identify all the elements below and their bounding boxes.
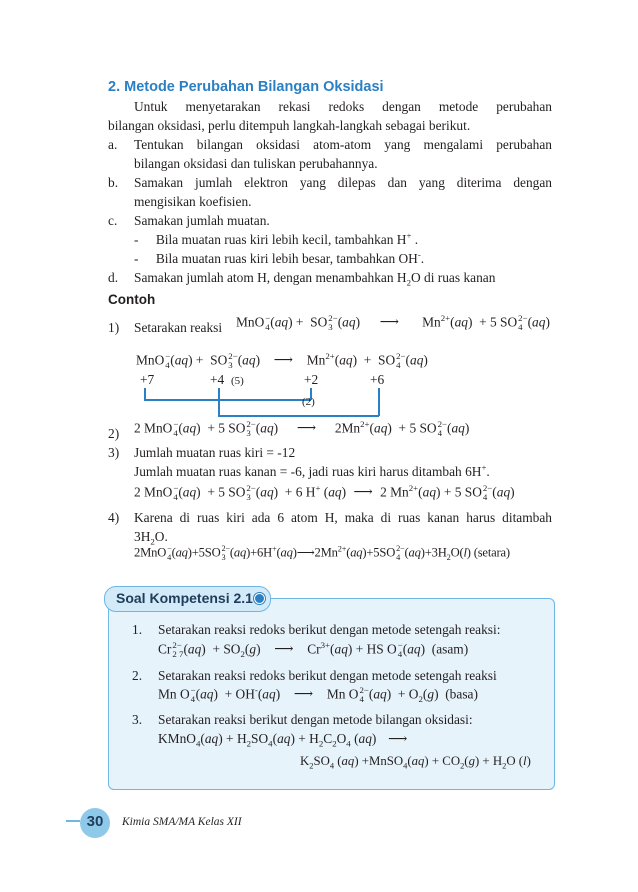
ex4-equation: 2MnO − 4 (aq)+5SO 2− 3 $(aq)+6H^+(aq)⟶2Mn^{2+}(aq)+5SO$ 2− 4 $(aq)+3H_2O(l)$ (setara): [134, 544, 510, 563]
section-title: Metode Perubahan Bilangan Oksidasi: [124, 79, 384, 95]
bullet-1-sup: +: [406, 230, 412, 241]
ex3-line1: Jumlah muatan ruas kiri = -12: [134, 445, 296, 460]
ex3-line2-sup: +: [481, 462, 487, 473]
step-b-line1: Samakan jumlah elektron yang dilepas dan yang diterima dengan: [134, 175, 552, 190]
step-c-letter: c.: [108, 213, 118, 228]
step-a-letter: a.: [108, 137, 118, 152]
step-c-line1: Samakan jumlah muatan.: [134, 213, 270, 228]
ex4-line2-sub: 2: [150, 536, 155, 547]
section-number: 2.: [108, 79, 121, 95]
bullet-1-dash: -: [134, 232, 139, 247]
bullet-2-text: Bila muatan ruas kiri lebih besar, tambahkan OH: [155, 251, 418, 266]
ex4-line1: Karena di ruas kiri ada 6 atom H, maka di ruas kanan harus ditambah: [134, 510, 552, 525]
ox-state-mn-right: +2: [304, 372, 319, 387]
ex4-line2a: 3H: [134, 529, 151, 544]
bullet-1: [134, 232, 418, 248]
ex2-number: 2): [108, 426, 120, 441]
ox-state-s-left: +4: [210, 372, 225, 387]
reaction-arrow-icon: ⟶: [273, 352, 293, 368]
ex3-line2-text: Jumlah muatan ruas kanan = -6, jadi ruas kiri harus ditambah 6H: [134, 464, 482, 479]
ox-state-s-right: +6: [370, 372, 385, 387]
step-d-sub: 2: [406, 277, 411, 288]
reaction-arrow-icon: ⟶: [353, 484, 373, 500]
q3-text: Setarakan reaksi berikut dengan metode bilangan oksidasi:: [158, 712, 473, 727]
reaction-arrow-icon: ⟶: [379, 314, 399, 330]
q2-equation: Mn O − 4 (aq) + OH-(aq) ⟶ Mn O 2− 4 $(aq) + O_2(g)$ (basa): [158, 684, 478, 705]
ox-equation: MnO − 4 (aq) + SO 2− 3 (aq) ⟶ $Mn^{2+}(aq)$ + SO 2− 4 (aq): [136, 350, 428, 371]
step-a-line2: bilangan oksidasi dan tuliskan perubahannya.: [134, 156, 378, 171]
ex2-equation: 2 MnO − 4 (aq) + 5 SO 2− 3 (aq) ⟶ $2Mn^{2+}(aq) + 5$ SO 2− 4 (aq): [134, 418, 470, 439]
q1-text: Setarakan reaksi redoks berikut dengan metode setengah reaksi:: [158, 622, 501, 637]
bullet-2-sup: -: [417, 249, 421, 260]
step-d-line1: [134, 270, 552, 286]
reaction-arrow-icon: ⟶: [296, 420, 317, 436]
step-a-line1: Tentukan bilangan oksidasi atom-atom yang mengalami perubahan: [134, 137, 552, 152]
bullet-2-tail: .: [420, 251, 425, 266]
q1-note: (asam): [431, 641, 469, 657]
ex3-number: 3): [108, 445, 120, 460]
footer-book-title: Kimia SMA/MA Kelas XII: [122, 816, 242, 828]
bullet-1-tail: .: [411, 232, 419, 247]
q3-number: 3.: [132, 712, 143, 727]
bracket-line: [378, 388, 380, 416]
intro-line-1: Untuk menyetarakan rekasi redoks dengan metode perubahan: [134, 99, 552, 114]
step-b-letter: b.: [108, 175, 119, 190]
q1-equation: Cr 2− 2 7 $(aq) + SO_2(g)$ ⟶ $Cr^{3+}(aq)$ + HS O − 4 (aq) (asam): [158, 639, 469, 660]
step-d-letter: d.: [108, 270, 119, 285]
ex3-equation: 2 MnO − 4 (aq) + 5 SO 2− 3 (aq) + 6 H+ (aq) ⟶ 2 $Mn^{2+}(aq) + 5$ SO 2− 4 (aq): [134, 482, 515, 503]
page-number: 30: [86, 813, 104, 830]
bullet-2: [134, 251, 424, 267]
bullet-1-text: Bila muatan ruas kiri lebih kecil, tambahkan H: [155, 232, 407, 247]
q2-number: 2.: [132, 668, 143, 683]
intro-line-2: bilangan oksidasi, perlu ditempuh langkah-langkah sebagai berikut.: [108, 118, 471, 133]
q2-text: Setarakan reaksi redoks berikut dengan metode setengah reaksi: [158, 668, 497, 683]
ox-state-mn-left: +7: [140, 372, 155, 387]
bullet-dot-icon: [254, 593, 265, 604]
ex4-line2b: O.: [154, 529, 168, 544]
reaction-arrow-icon: ⟶: [293, 686, 314, 702]
step-b-line2: mengisikan koefisien.: [134, 194, 252, 209]
bracket-line: [218, 388, 220, 416]
ex1-number: 1): [108, 320, 120, 335]
ex1-equation: MnO − 4 (aq) + SO 2− 3 (aq) ⟶ $Mn^{2+}(aq) + 5$ SO 2− 4 (aq): [236, 312, 550, 333]
ex3-line2: [134, 464, 490, 480]
ex4-number: 4): [108, 510, 120, 525]
contoh-label: Contoh: [108, 292, 156, 307]
setara-label: (setara): [473, 545, 510, 560]
ex4-line2: [134, 529, 168, 545]
q2-note: (basa): [445, 686, 478, 702]
step-d-tail: O di ruas kanan: [411, 270, 496, 285]
electron-label-2: (2): [302, 396, 315, 408]
bullet-2-dash: -: [134, 251, 139, 266]
reaction-arrow-icon: ⟶: [388, 731, 408, 746]
footer-bar: [66, 820, 80, 822]
soal-kompetensi-title: Soal Kompetensi 2.1: [116, 590, 253, 606]
q3-equation-right: $K_2SO_4$ (aq) +MnSO$_4$(aq) + $CO_2(g) + H_2O$ (l): [300, 754, 531, 771]
q3-equation-left: KMnO$_4$(aq) + $H_2SO_4(aq) + H_2C_2O_4$ (aq) ⟶: [158, 731, 416, 747]
electron-label-5: (5): [231, 375, 244, 387]
bracket-line: [218, 415, 379, 417]
q1-number: 1.: [132, 622, 143, 637]
bracket-line: [144, 399, 311, 401]
section-heading: [108, 79, 384, 96]
ex3-line2-tail: .: [486, 464, 490, 479]
reaction-arrow-icon: ⟶: [274, 641, 294, 657]
step-d-text: Samakan jumlah atom H, dengan menambahkan H: [134, 270, 407, 285]
ex1-prefix: Setarakan reaksi: [134, 320, 223, 335]
